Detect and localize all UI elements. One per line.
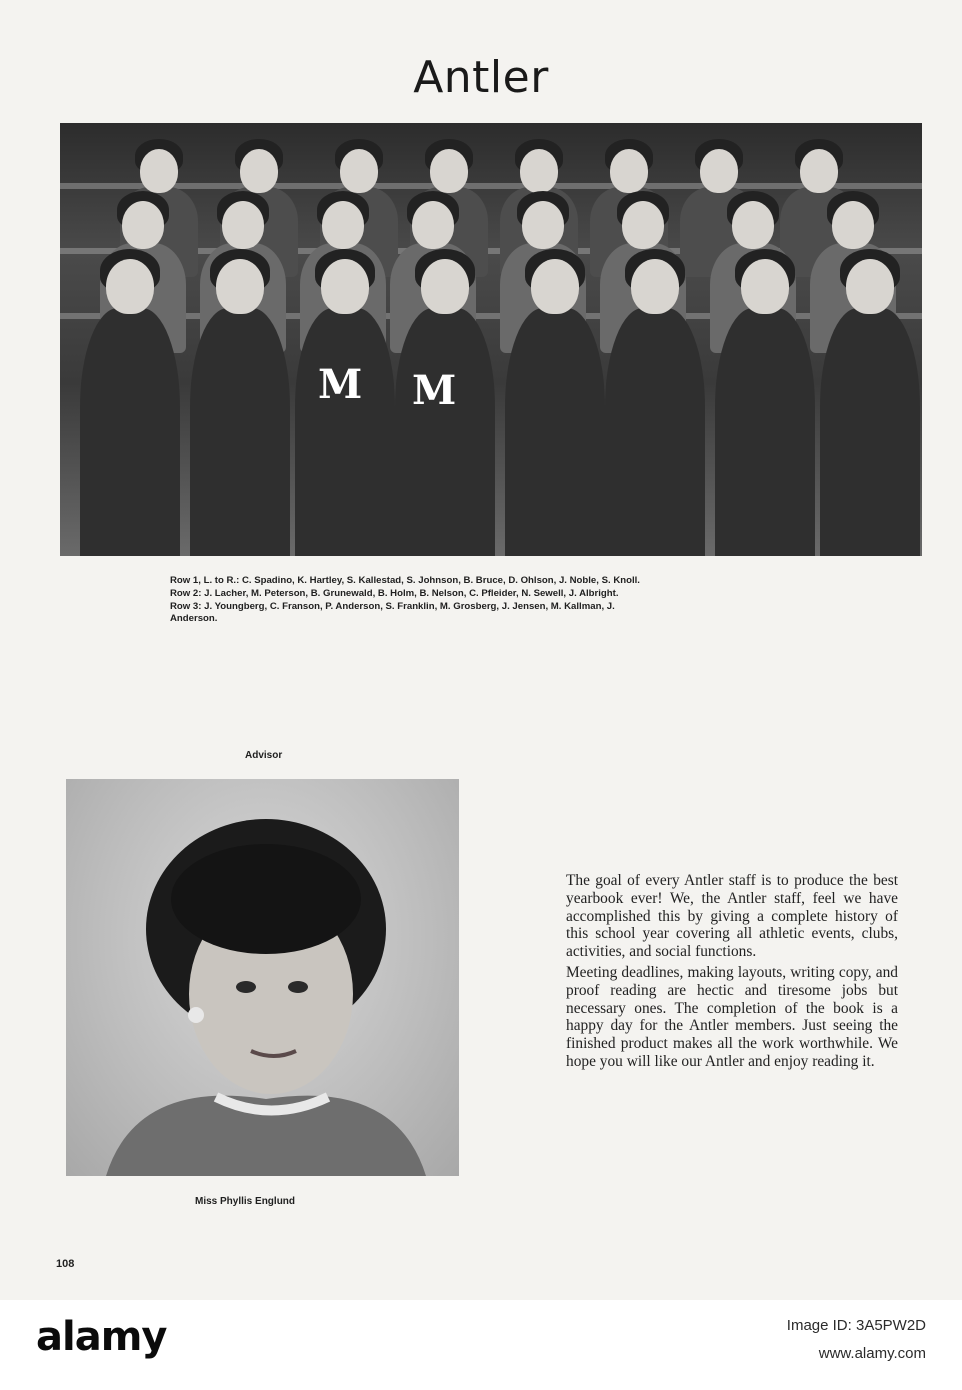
portrait-illustration — [66, 779, 459, 1176]
caption-line: Anderson. — [170, 613, 218, 625]
bleacher-step — [60, 183, 922, 189]
page-title: Antler — [413, 52, 549, 103]
paragraph: The goal of every Antler staff is to produce the best yearbook ever! We, the Antler staff, feel we have accomplished this by giving a complete history of this school year covering all athletic events, clubs, activities, and social functions. — [566, 872, 898, 961]
advisor-portrait — [66, 779, 459, 1176]
page-number: 108 — [56, 1258, 75, 1270]
advisor-name: Miss Phyllis Englund — [195, 1196, 296, 1207]
site-url: www.alamy.com — [818, 1345, 926, 1362]
photo-caption — [170, 575, 810, 626]
alamy-logo: alamy — [36, 1314, 167, 1360]
caption-line: Row 1, L. to R.: C. Spadino, K. Hartley, S. Kallestad, S. Johnson, B. Bruce, D. Ohlson, J. Noble, S. Knoll. — [170, 575, 640, 586]
article-text — [566, 872, 898, 1071]
advisor-label: Advisor — [245, 750, 283, 761]
caption-line: Row 3: J. Youngberg, C. Franson, P. Anderson, S. Franklin, M. Grosberg, J. Jensen, M. Kallman, J. — [170, 600, 615, 612]
paragraph: Meeting deadlines, making layouts, writing copy, and proof reading are hectic and tiresome jobs but necessary ones. The completion of the book is a happy day for the Antler members. Just seeing the finished product makes all the work worthwhile. We hope you will like our Antler and enjoy reading it. — [566, 963, 898, 1070]
image-id: Image ID: 3A5PW2D — [786, 1317, 926, 1334]
watermark-footer — [0, 1300, 962, 1390]
footer-meta — [787, 1312, 926, 1368]
sweater-letter: M — [412, 367, 457, 414]
sweater-letter: M — [318, 361, 363, 408]
caption-line: Row 2: J. Lacher, M. Peterson, B. Grunewald, B. Holm, B. Nelson, C. Pfleider, N. Sewell, J. Albright. — [170, 587, 619, 599]
group-photo — [60, 123, 922, 556]
